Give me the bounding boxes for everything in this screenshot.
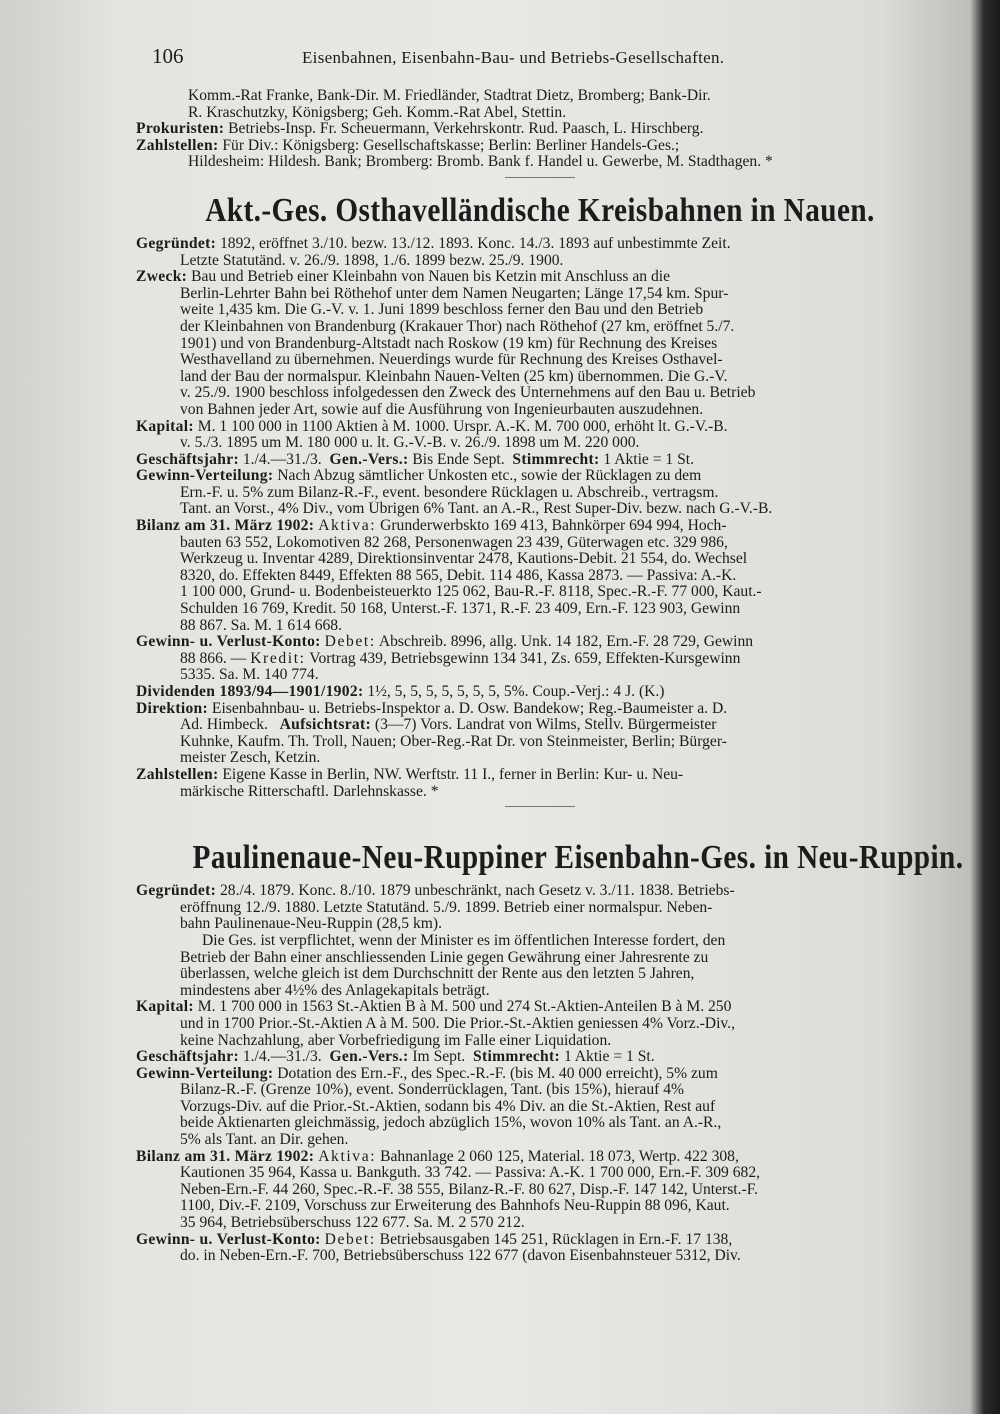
entry-gewinn-verteilung bbox=[136, 468, 944, 485]
field-text: Vortrag 439, Betriebsgewinn 134 341, Zs. 659, Effekten-Kursgewinn bbox=[309, 650, 741, 667]
field-text: 28./4. 1879. Konc. 8./10. 1879 unbeschränkt, nach Gesetz v. 3./11. 1838. Betriebs- bbox=[220, 883, 735, 900]
field-label: Gewinn- u. Verlust-Konto: bbox=[136, 634, 321, 651]
entry-gewinn-verlust bbox=[136, 634, 944, 651]
text-line: v. 25./9. 1900 beschloss infolgedessen den Zweck des Unternehmens auf den Bau u. Betrieb bbox=[180, 385, 756, 402]
entry-gewinn-verteilung bbox=[136, 1066, 944, 1083]
text-line: Letzte Statutänd. v. 26./9. 1898, 1./6. 1899 bezw. 25./9. 1900. bbox=[180, 252, 564, 269]
field-label: Gegründet: bbox=[136, 235, 217, 252]
field-label: Geschäftsjahr: bbox=[136, 451, 239, 468]
entry-zahlstellen bbox=[136, 138, 944, 155]
field-text: M. 1 100 000 in 1100 Aktien à M. 1000. Urspr. A.-K. M. 700 000, erhöht lt. G.-V.-B. bbox=[197, 418, 728, 435]
field-text: 1½, 5, 5, 5, 5, 5, 5, 5, 5%. Coup.-Verj.: 4 J. (K.) bbox=[367, 684, 665, 700]
entry-zahlstellen bbox=[136, 767, 944, 784]
entry-gegruendet bbox=[136, 883, 944, 900]
section-title: Paulinenaue-Neu-Ruppiner Eisenbahn-Ges. in Neu-Ruppin. bbox=[192, 839, 964, 877]
field-text: (3—7) Vors. Landrat von Wilms, Stellv. Bürgermeister bbox=[374, 717, 717, 734]
text-line: Westhavelland zu übernehmen. Neuerdings wurde für Rechnung des Kreises Osthavel- bbox=[180, 352, 723, 369]
field-subhead: Kredit: bbox=[250, 650, 306, 667]
text-line: Schulden 16 769, Kredit. 50 168, Unterst.-F. 1371, R.-F. 23 409, Ern.-F. 123 903, Gewinn bbox=[180, 601, 741, 618]
field-label: Stimmrecht: bbox=[473, 1049, 561, 1066]
text-line: Bilanz-R.-F. (Grenze 10%), event. Sonderrücklagen, Tant. (bis 15%), hierauf 4% bbox=[180, 1082, 685, 1099]
entry-geschaeftsjahr bbox=[136, 1049, 944, 1066]
field-label: Gewinn-Verteilung: bbox=[136, 468, 274, 485]
text-line: do. in Neben-Ern.-F. 700, Betriebsüberschuss 122 677 (davon Eisenbahnsteuer 5312, Div. bbox=[180, 1248, 741, 1265]
field-text: Abschreib. 8996, allg. Unk. 14 182, Ern.-F. 28 729, Gewinn bbox=[378, 634, 754, 651]
text-line: land der Bau der normalspur. Kleinbahn Nauen-Velten (25 km) übernommen. Die G.-V. bbox=[180, 368, 728, 385]
text-line: 88 867. Sa. M. 1 614 668. bbox=[180, 617, 343, 634]
text-line: meister Zesch, Ketzin. bbox=[180, 750, 321, 767]
text-line: märkische Ritterschaftl. Darlehnskasse. * bbox=[180, 783, 439, 800]
text-line: Berlin-Lehrter Bahn bei Röthehof unter dem Namen Neugarten; Länge 17,54 km. Spur- bbox=[180, 285, 729, 302]
text-line: keine Nachzahlung, aber Vorbefriedigung im Falle einer Liquidation. bbox=[180, 1032, 612, 1049]
text-line: 1 100 000, Grund- u. Bodenbeisteuerkto 125 062, Bau-R.-F. 8118, Spec.-R.-F. 77 000, Kaut.- bbox=[180, 584, 762, 601]
field-text: 1 Aktie = 1 St. bbox=[603, 451, 695, 468]
page-content bbox=[136, 88, 964, 1265]
text-line bbox=[136, 651, 944, 668]
running-title: Eisenbahnen, Eisenbahn-Bau- und Betriebs-Gesellschaften. bbox=[302, 48, 725, 67]
field-label: Gegründet: bbox=[136, 883, 217, 900]
field-text: M. 1 700 000 in 1563 St.-Aktien B à M. 500 und 274 St.-Aktien-Anteilen B à M. 250 bbox=[197, 999, 732, 1016]
text-line: R. Kraschutzky, Königsberg; Geh. Komm.-Rat Abel, Stettin. bbox=[188, 104, 567, 121]
text-line: Ern.-F. u. 5% zum Bilanz-R.-F., event. besondere Rücklagen u. Abschreib., vertragsm. bbox=[180, 484, 719, 501]
text-line: 5% als Tant. an Dir. gehen. bbox=[180, 1132, 349, 1149]
field-subhead: Aktiva: bbox=[318, 1148, 377, 1165]
field-label: Zahlstellen: bbox=[136, 766, 219, 783]
field-label: Geschäftsjahr: bbox=[136, 1049, 239, 1066]
field-text: Dotation des Ern.-F., des Spec.-R.-F. (bis M. 40 000 erreicht), 5% zum bbox=[277, 1065, 718, 1082]
field-text: Im Sept. bbox=[412, 1049, 466, 1066]
field-text: Ad. Himbeck. bbox=[180, 717, 268, 734]
text-line: Komm.-Rat Franke, Bank-Dir. M. Friedländer, Stadtrat Dietz, Bromberg; Bank-Dir. bbox=[188, 88, 711, 104]
text-line: der Kleinbahnen von Brandenburg (Krakauer Thor) nach Röthehof (27 km, eröffnet 5./7. bbox=[180, 318, 735, 335]
entry-kapital bbox=[136, 999, 944, 1016]
field-text: Eigene Kasse in Berlin, NW. Werftstr. 11 I., ferner in Berlin: Kur- u. Neu- bbox=[222, 766, 684, 783]
field-subhead: Aktiva: bbox=[318, 518, 377, 535]
field-label: Kapital: bbox=[136, 418, 194, 435]
field-text: Nach Abzug sämtlicher Unkosten etc., sowie der Rücklagen zu dem bbox=[277, 468, 702, 485]
page-header bbox=[152, 44, 952, 74]
field-text: Betriebsausgaben 145 251, Rücklagen in Ern.-F. 17 138, bbox=[379, 1231, 733, 1248]
field-label: Bilanz am 31. März 1902: bbox=[136, 1148, 315, 1165]
entry-bilanz bbox=[136, 1149, 944, 1166]
field-label: Aufsichtsrat: bbox=[279, 717, 372, 734]
entry-prokuristen bbox=[136, 121, 944, 138]
field-label: Gen.-Vers.: bbox=[329, 451, 409, 468]
text-line: 1100, Div.-F. 2109, Vorschuss zur Erweiterung des Bahnhofs Neu-Ruppin 88 096, Kaut. bbox=[180, 1198, 730, 1215]
entry-zweck bbox=[136, 269, 944, 286]
field-text: 1892, eröffnet 3./10. bezw. 13./12. 1893. Konc. 14./3. 1893 auf unbestimmte Zeit. bbox=[220, 235, 731, 252]
field-label: Dividenden 1893/94—1901/1902: bbox=[136, 684, 364, 700]
text-line: 1901) und von Brandenburg-Altstadt nach Roskow (19 km) für Rechnung des Kreises bbox=[180, 335, 718, 352]
field-label: Zweck: bbox=[136, 269, 188, 286]
text-line: Kuhnke, Kaufm. Th. Troll, Nauen; Ober-Reg.-Rat Dr. von Steinmeister, Berlin; Bürger- bbox=[180, 733, 727, 750]
text-line: Werkzeug u. Inventar 4289, Direktionsinventar 2478, Kautions-Debit. 21 554, do. Wechsel bbox=[180, 551, 748, 568]
text-line: Vorzugs-Div. auf die Prior.-St.-Aktien, sodann bis 4% Div. an die St.-Aktien, Rest auf bbox=[180, 1098, 716, 1115]
field-text: Bis Ende Sept. bbox=[412, 451, 505, 468]
entry-bilanz bbox=[136, 518, 944, 535]
text-line: überlassen, welche gleich ist dem Durchschnitt der Rente aus den letzten 5 Jahren, bbox=[180, 966, 695, 983]
entry-geschaeftsjahr bbox=[136, 452, 944, 469]
text-line: v. 5./3. 1895 um M. 180 000 u. lt. G.-V.-B. v. 26./9. 1898 um M. 220 000. bbox=[180, 435, 640, 452]
field-label: Bilanz am 31. März 1902: bbox=[136, 518, 315, 535]
section-osthavellaendische bbox=[136, 236, 944, 800]
text-line: mindestens aber 4½% des Anlagekapitals beträgt. bbox=[180, 982, 490, 999]
text-line bbox=[136, 717, 944, 734]
entry-direktion bbox=[136, 701, 944, 718]
section-title: Akt.-Ges. Osthavelländische Kreisbahnen in Nauen. bbox=[205, 191, 875, 229]
field-label: Gewinn-Verteilung: bbox=[136, 1065, 274, 1082]
field-label: Direktion: bbox=[136, 700, 209, 717]
text-line: eröffnung 12./9. 1880. Letzte Statutänd. 5./9. 1899. Betrieb einer normalspur. Neben- bbox=[180, 899, 713, 916]
intro-block bbox=[136, 88, 944, 171]
field-subhead: Debet: bbox=[324, 1231, 376, 1248]
text-line: Hildesheim: Hildesh. Bank; Bromberg: Bromb. Bank f. Handel u. Gewerbe, M. Stadthagen. * bbox=[188, 154, 773, 171]
field-label: Gewinn- u. Verlust-Konto: bbox=[136, 1231, 321, 1248]
text-line: weite 1,435 km. Die G.-V. v. 1. Juni 1899 beschloss ferner den Bau und den Betrieb bbox=[180, 302, 704, 319]
text-line: 8320, do. Effekten 8449, Effekten 88 565, Debit. 114 486, Kassa 2873. — Passiva: A.-K. bbox=[180, 567, 737, 584]
field-text: Bahnanlage 2 060 125, Material. 18 073, Wertp. 422 308, bbox=[380, 1148, 739, 1165]
section-paulinenaue bbox=[136, 883, 944, 1265]
field-label: Gen.-Vers.: bbox=[329, 1049, 409, 1066]
text-line: 35 964, Betriebsüberschuss 122 677. Sa. M. 2 570 212. bbox=[180, 1215, 525, 1232]
field-label: Kapital: bbox=[136, 999, 194, 1016]
text-line: von Bahnen jeder Art, sowie auf die Ausführung von Ingenieurbauten auszudehnen. bbox=[180, 401, 704, 418]
section-separator bbox=[505, 177, 575, 178]
field-text: 1 Aktie = 1 St. bbox=[563, 1049, 655, 1066]
text-line: bahn Paulinenaue-Neu-Ruppin (28,5 km). bbox=[180, 916, 443, 933]
field-text: Grunderwerbskto 169 413, Bahnkörper 694 994, Hoch- bbox=[380, 518, 727, 535]
field-label: Prokuristen: bbox=[136, 121, 225, 138]
field-label: Stimmrecht: bbox=[512, 451, 600, 468]
entry-dividenden bbox=[136, 684, 944, 701]
text-line: beide Aktienarten gleichmässig, jedoch abzüglich 15%, wovon 10% als Tant. an A.-R., bbox=[180, 1115, 722, 1132]
field-text: Bau und Betrieb einer Kleinbahn von Nauen bis Ketzin mit Anschluss an die bbox=[191, 269, 671, 286]
field-subhead: Debet: bbox=[324, 634, 376, 651]
field-text: 1./4.—31./3. bbox=[242, 1049, 322, 1066]
entry-gegruendet bbox=[136, 236, 944, 253]
section-separator bbox=[505, 806, 575, 807]
text-line: Betrieb der Bahn einer anschliessenden Linie gegen Gewährung einer Jahresrente zu bbox=[180, 949, 709, 966]
text-line: Die Ges. ist verpflichtet, wenn der Minister es im öffentlichen Interesse fordert, den bbox=[202, 932, 726, 949]
field-text: Für Div.: Königsberg: Gesellschaftskasse; Berlin: Berliner Handels-Ges.; bbox=[222, 137, 680, 154]
text-line: bauten 63 552, Lokomotiven 82 268, Personenwagen 23 439, Güterwagen etc. 329 986, bbox=[180, 534, 728, 551]
field-text: Betriebs-Insp. Fr. Scheuermann, Verkehrskontr. Rud. Paasch, L. Hirschberg. bbox=[228, 121, 704, 138]
field-text: 1./4.—31./3. bbox=[242, 451, 322, 468]
field-text: Eisenbahnbau- u. Betriebs-Inspektor a. D. Osw. Bandekow; Reg.-Baumeister a. D. bbox=[211, 700, 728, 717]
page-number: 106 bbox=[152, 44, 184, 68]
entry-gewinn-verlust bbox=[136, 1232, 944, 1249]
text-line: 5335. Sa. M. 140 774. bbox=[180, 667, 319, 684]
entry-kapital bbox=[136, 419, 944, 436]
text-line: und in 1700 Prior.-St.-Aktien A à M. 500. Die Prior.-St.-Aktien geniessen 4% Vorz.-Div., bbox=[180, 1015, 735, 1032]
text-line: Tant. an Vorst., 4% Div., vom Übrigen 6% Tant. an A.-R., Rest Super-Div. bezw. nach G.-V.-B. bbox=[180, 501, 773, 518]
text-line: Kautionen 35 964, Kassa u. Bankguth. 33 742. — Passiva: A.-K. 1 700 000, Ern.-F. 309 682, bbox=[180, 1165, 761, 1182]
field-text: 88 866. — bbox=[180, 650, 247, 667]
text-line: Neben-Ern.-F. 44 260, Spec.-R.-F. 38 555, Bilanz-R.-F. 80 627, Disp.-F. 147 142, Unterst.-F. bbox=[180, 1181, 759, 1198]
field-label: Zahlstellen: bbox=[136, 137, 219, 154]
